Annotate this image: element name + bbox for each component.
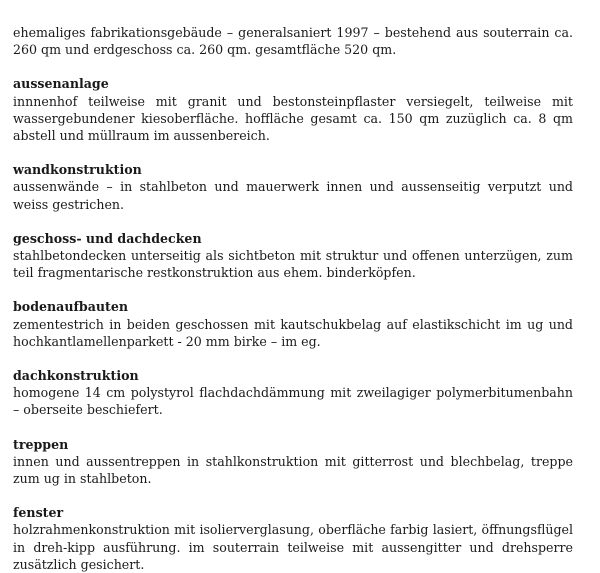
section-heading: fenster bbox=[13, 505, 64, 521]
section-text: homogene 14 cm polystyrol flachdachdämmung mit zweilagiger polymerbitumenbahn – oberseite beschiefert. bbox=[13, 385, 573, 418]
section-text: innnenhof teilweise mit granit und bestonsteinpflaster versiegelt, teilweise mit wassergebundener kiesoberfläche. hoffläche gesamt ca. 150 qm zuzüglich ca. 8 qm abstell und müllraum im aussenbereich. bbox=[13, 93, 573, 144]
section-heading: geschoss- und dachdecken bbox=[13, 230, 202, 246]
section-bodenaufbauten bbox=[13, 298, 573, 350]
section-geschoss-und-dachdecken bbox=[13, 230, 573, 282]
section-wandkonstruktion bbox=[13, 161, 573, 213]
section-heading: aussenanlage bbox=[13, 76, 109, 92]
section-heading: treppen bbox=[13, 436, 69, 452]
section-text: zementestrich in beiden geschossen mit kautschukbelag auf elastikschicht im ug und hochkantlamellenparkett - 20 mm birke – im eg. bbox=[13, 316, 573, 349]
section-aussenanlage bbox=[13, 75, 573, 144]
section-treppen bbox=[13, 436, 573, 488]
section-heading: wandkonstruktion bbox=[13, 162, 142, 178]
section-heading: dachkonstruktion bbox=[13, 368, 139, 384]
intro-paragraph: ehemaliges fabrikationsgebäude – generalsaniert 1997 – bestehend aus souterrain ca. 260 qm und erdgeschoss ca. 260 qm. gesamtfläche 520 qm. bbox=[13, 25, 573, 58]
section-fenster bbox=[13, 504, 573, 573]
section-heading: bodenaufbauten bbox=[13, 299, 129, 315]
section-dachkonstruktion bbox=[13, 367, 573, 419]
section-text: aussenwände – in stahlbeton und mauerwerk innen und aussenseitig verputzt und weiss gestrichen. bbox=[13, 179, 573, 212]
section-text: innen und aussentreppen in stahlkonstruktion mit gitterrost und blechbelag, treppe zum ug in stahlbeton. bbox=[13, 453, 573, 487]
section-text: stahlbetondecken unterseitig als sichtbeton mit struktur und offenen unterzügen, zum teil fragmentarische restkonstruktion aus ehem. binderköpfen. bbox=[13, 248, 573, 281]
section-text: holzrahmenkonstruktion mit isolierverglasung, oberfläche farbig lasiert, öffnungsflügel in dreh-kipp ausführung. im souterrain teilweise mit aussengitter und drehsperre zusätzlich gesichert. bbox=[13, 522, 573, 572]
intro-section bbox=[13, 24, 573, 58]
